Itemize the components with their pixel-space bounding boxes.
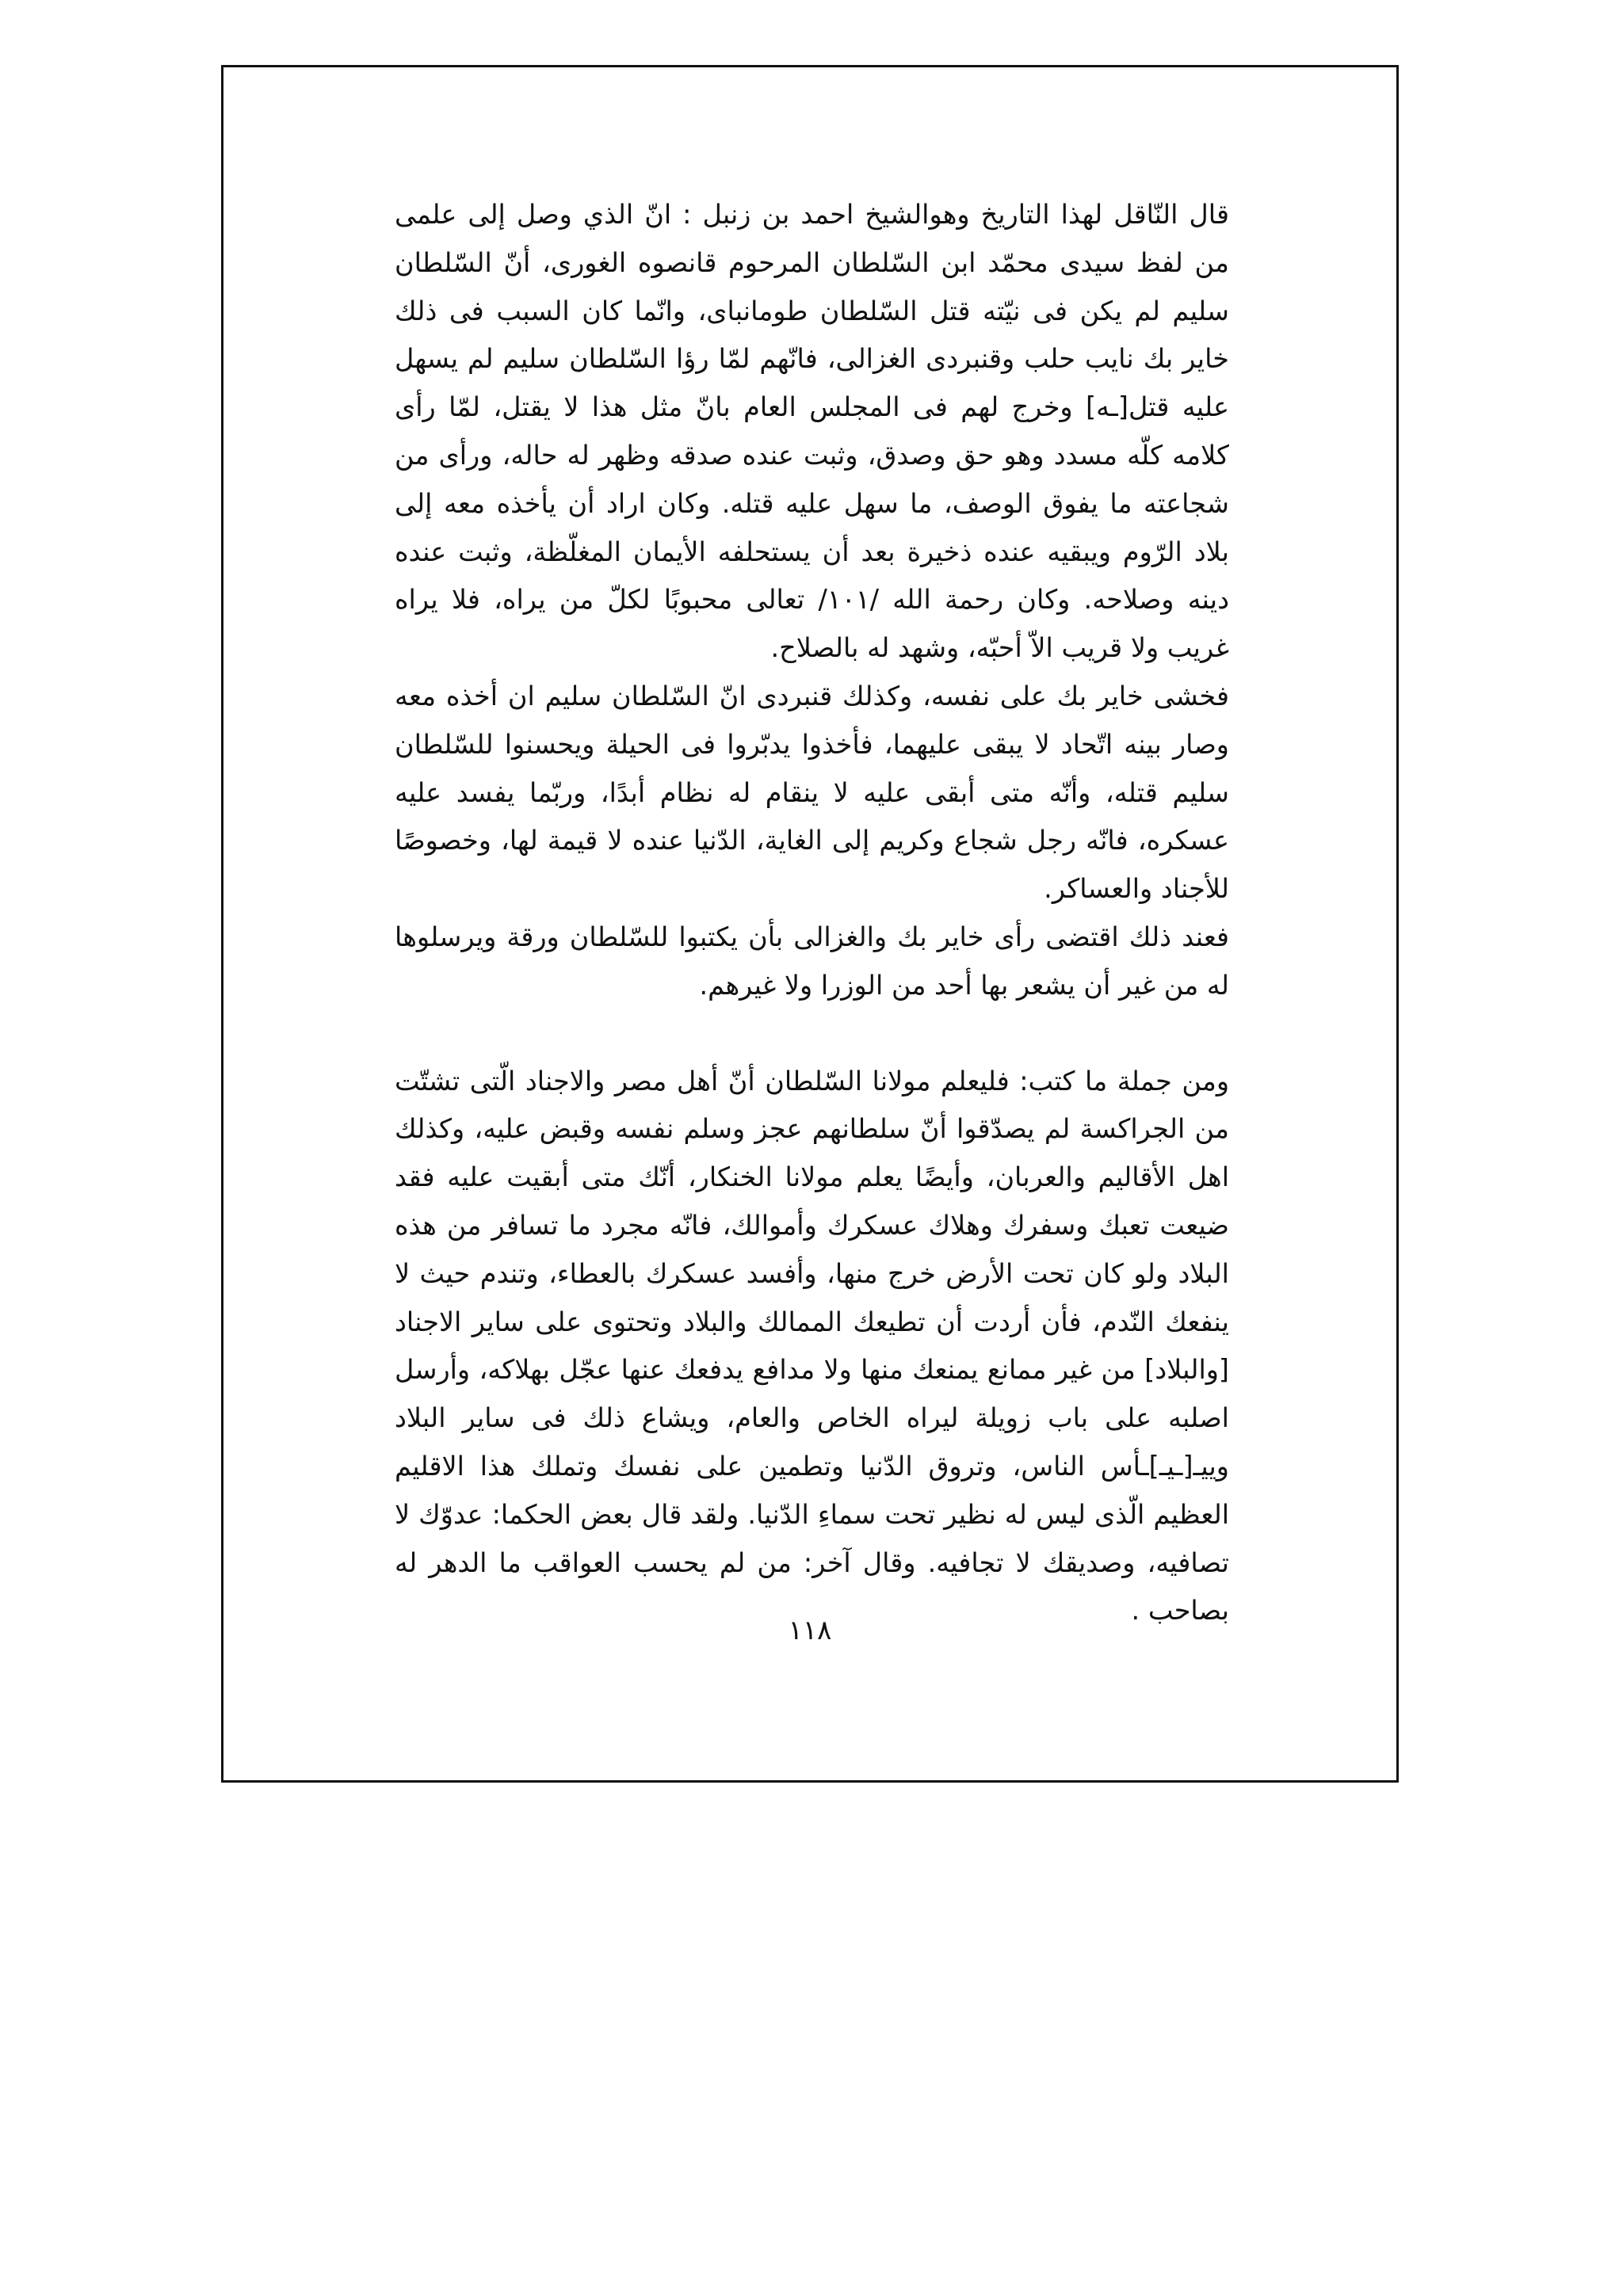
paragraph-3: فعند ذلك اقتضى رأى خاير بك والغزالى بأن يكتبوا للسّلطان ورقة ويرسلوها له من غير أن يشعر بها أحد من الوزرا ولا غيرهم. bbox=[395, 921, 1229, 1001]
paragraph-2: فخشى خاير بك على نفسه، وكذلك قنبردى انّ السّلطان سليم ان أخذه معه وصار بينه اتّحاد لا يبقى عليهما، فأخذوا يدبّروا فى الحيلة ويحسنوا للسّلطان سليم قتله، وأنّه متى أبقى عليه لا ينقام له نظام أبدًا، وربّما يفسد عليه عسكره، فانّه رجل شجاع وكريم إلى الغاية، الدّنيا عنده لا قيمة لها، وخصوصًا للأجناد والعساكر. bbox=[395, 680, 1229, 905]
paragraph-4: ومن جملة ما كتب: فليعلم مولانا السّلطان أنّ أهل مصر والاجناد الّتى تشتّت من الجراكسة لم يصدّقوا أنّ سلطانهم عجز وسلم نفسه وقبض عليه، وكذلك اهل الأقاليم والعربان، وأيضًا يعلم مولانا الخنكار، أنّك متى أبقيت عليه فقد ضيعت تعبك وسفرك وهلاك عسكرك وأموالك، فانّه مجرد ما تسافر من هذه البلاد ولو كان تحت الأرض خرج منها، وأفسد عسكرك بالعطاء، وتندم حيث لا ينفعك النّدم، فأن أردت أن تطيعك الممالك والبلاد وتحتوى على ساير الاجناد [والبلاد] من غير ممانع يمنعك منها ولا مدافع يدفعك عنها عجّل بهلاكه، وأرسل اصلبه على باب زويلة ليراه الخاص والعام، ويشاع ذلك فى ساير البلاد وييـ[ـيـ]ـأس الناس، وتروق الدّنيا وتطمين على نفسك وتملك هذا الاقليم العظيم الّذى ليس له نظير تحت سماءِ الدّنيا. ولقد قال بعض الحكما: عدوّك لا تصافيه، وصديقك لا تجافيه. وقال آخر: من لم يحسب العواقب ما الدهر له بصاحب . bbox=[395, 1065, 1229, 1627]
paragraph-gap bbox=[395, 1010, 1229, 1058]
paragraph-1: قال النّاقل لهذا التاريخ وهوالشيخ احمد بن زنبل : انّ الذي وصل إلى علمى من لفظ سيدى محمّد ابن السّلطان المرحوم قانصوه الغورى، أنّ السّلطان سليم لم يكن فى نيّته قتل السّلطان طومانباى، وانّما كان السبب فى ذلك خاير بك نايب حلب وقنبردى الغزالى، فانّهم لمّا رؤا السّلطان سليم لم يسهل عليه قتل[ـه] وخرج لهم فى المجلس العام بانّ مثل هذا لا يقتل، لمّا رأى كلامه كلّه مسدد وهو حق وصدق، وثبت عنده صدقه وظهر له حاله، ورأى من شجاعته ما يفوق الوصف، ما سهل عليه قتله. وكان اراد أن يأخذه معه إلى بلاد الرّوم ويبقيه عنده ذخيرة بعد أن يستحلفه الأيمان المغلّظة، وثبت عنده دينه وصلاحه. وكان رحمة الله /١٠١/ تعالى محبوبًا لكلّ من يراه، فلا يراه غريب ولا قريب الاّ أحبّه، وشهد له بالصلاح. bbox=[395, 199, 1230, 664]
page-number: ١١٨ bbox=[788, 1615, 832, 1646]
main-text bbox=[395, 191, 1229, 1635]
page-frame bbox=[221, 65, 1399, 1783]
